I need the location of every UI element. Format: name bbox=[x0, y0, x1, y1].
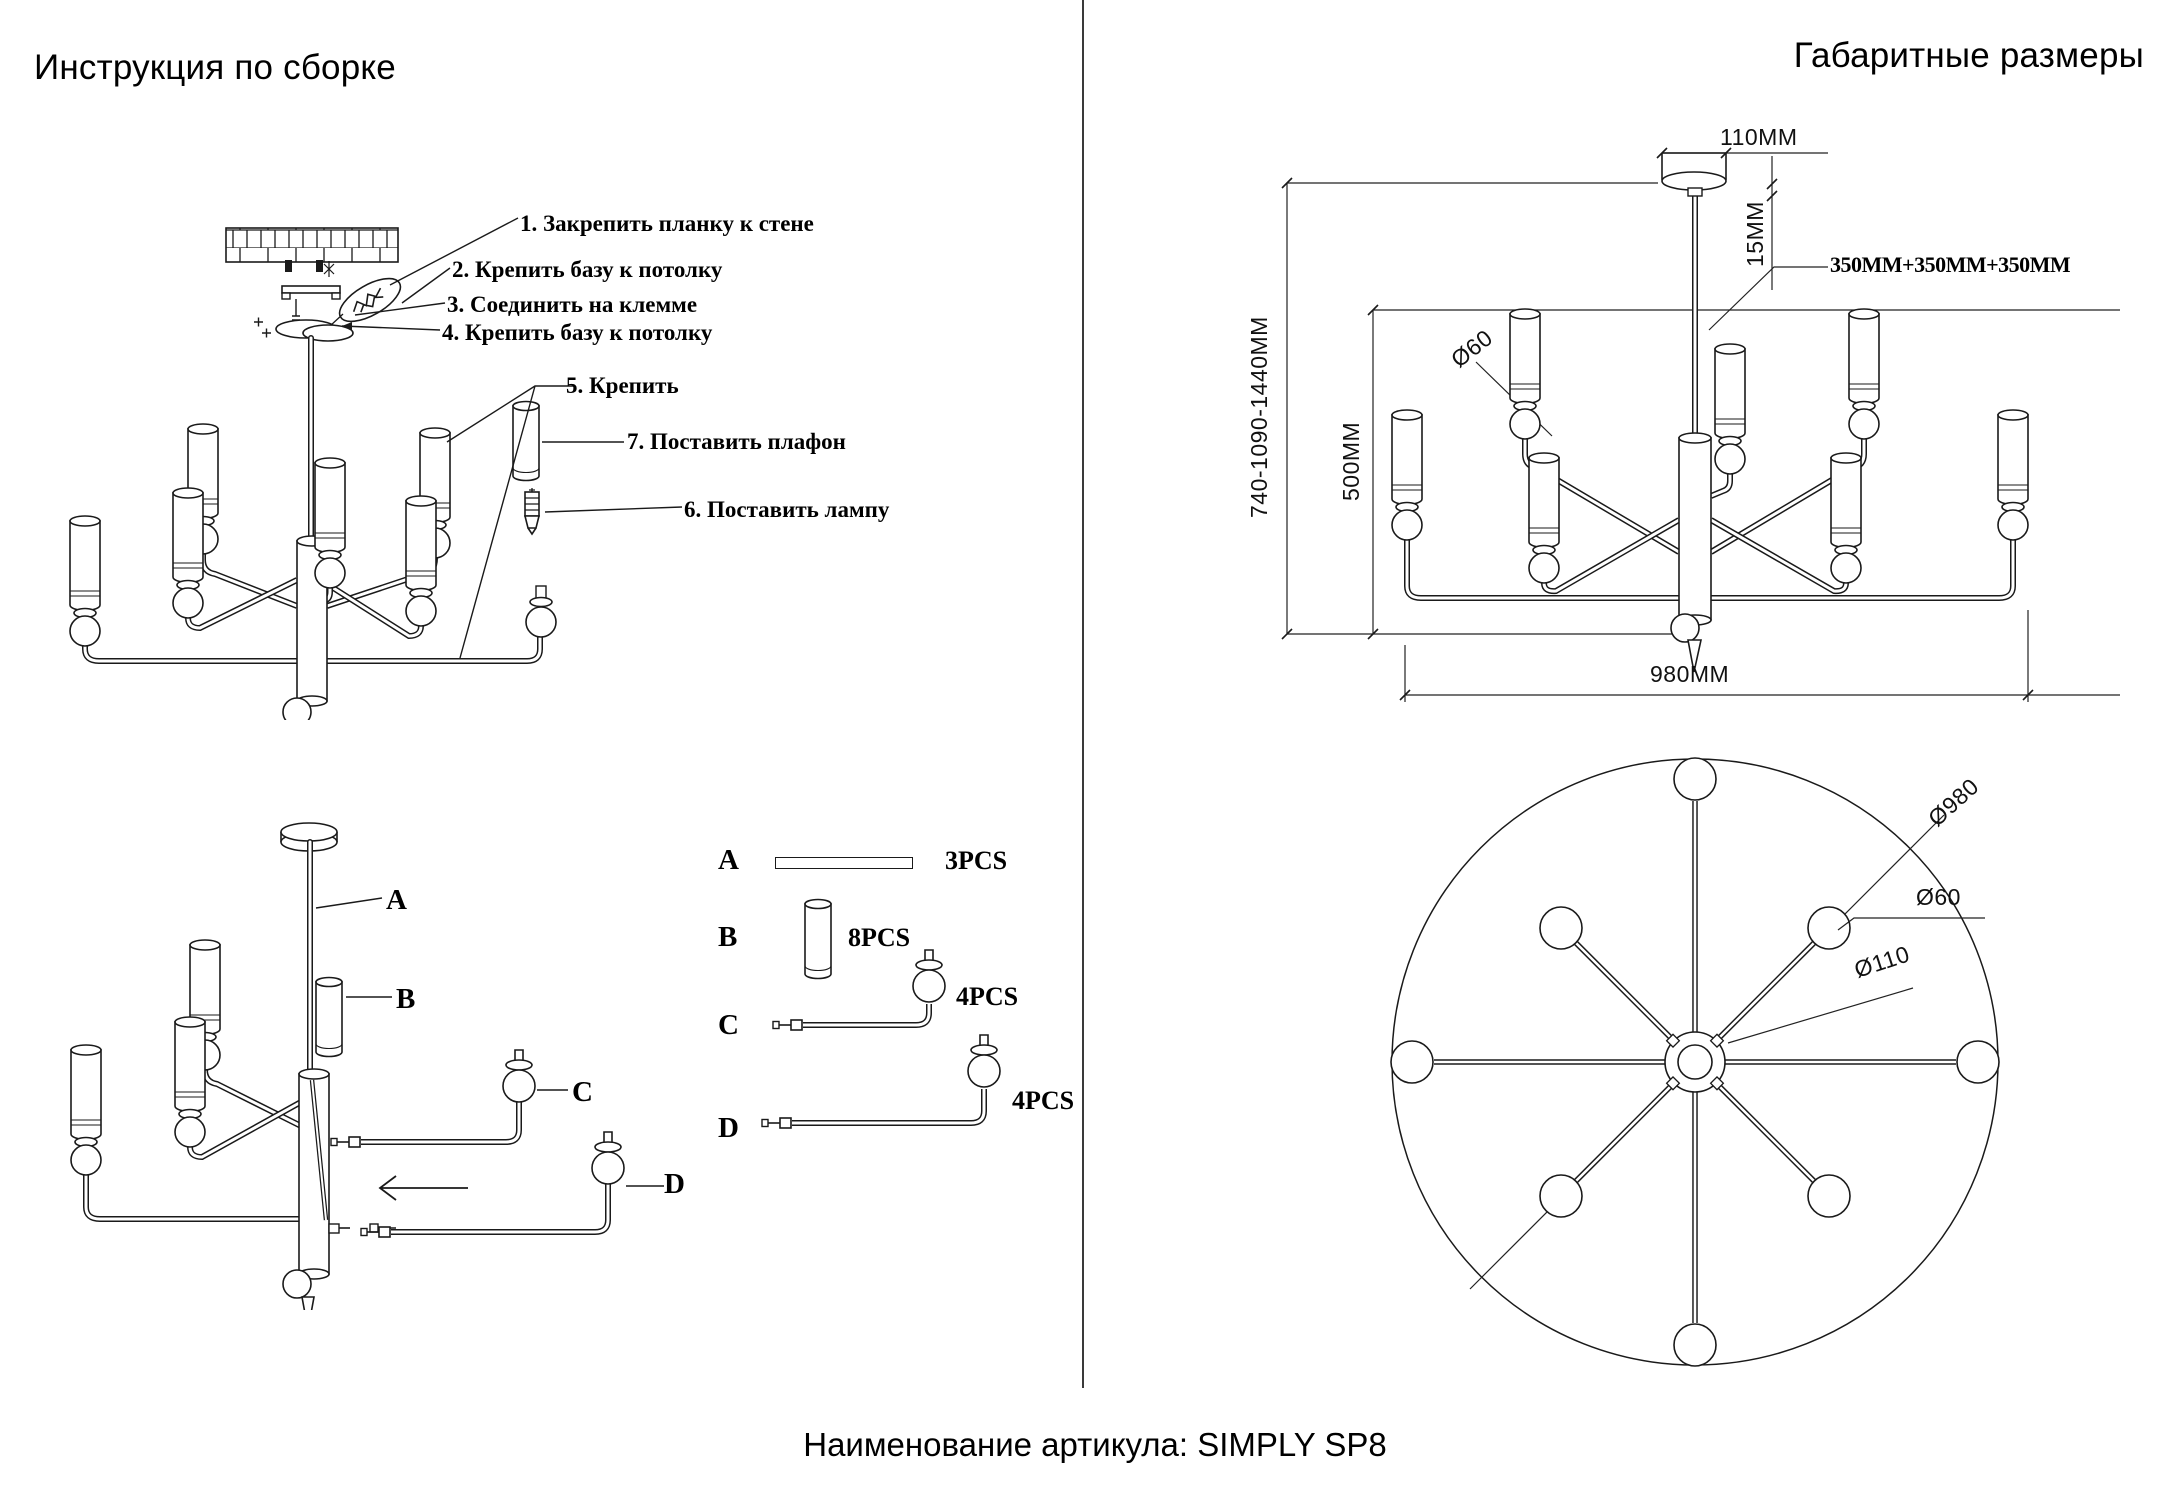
top-view-shade-diameter: Ø60 bbox=[1916, 884, 1961, 910]
candle bbox=[315, 458, 345, 588]
part-row-c-letter: C bbox=[718, 1009, 739, 1041]
part-row-d-qty: 4PCS bbox=[1012, 1086, 1075, 1115]
ceiling-canopy bbox=[276, 320, 353, 341]
part-row-d-letter: D bbox=[718, 1112, 739, 1144]
exploded-diagram bbox=[30, 790, 730, 1310]
center-hub bbox=[1665, 1032, 1725, 1092]
wall-strip bbox=[226, 228, 398, 277]
candle bbox=[71, 1045, 101, 1175]
candle bbox=[406, 496, 436, 626]
part-row-b-qty: 8PCS bbox=[848, 923, 911, 952]
part-c-assembly bbox=[331, 1050, 535, 1147]
exploded-label-d: D bbox=[664, 1168, 685, 1200]
article-caption: Наименование артикула: SIMPLY SP8 bbox=[803, 1426, 1387, 1463]
candle bbox=[175, 1017, 205, 1147]
dimension-side-view bbox=[1180, 100, 2174, 720]
exploded-label-a: A bbox=[386, 884, 407, 916]
detached-shade bbox=[513, 402, 539, 481]
mounting-bracket bbox=[282, 286, 340, 320]
candle bbox=[1392, 410, 1422, 540]
part-d-assembly bbox=[361, 1132, 624, 1237]
exploded-label-b: B bbox=[396, 983, 416, 1015]
dim-canopy-width: 110MM bbox=[1720, 124, 1798, 150]
insert-arrow bbox=[380, 1176, 468, 1200]
candle bbox=[1831, 453, 1861, 583]
dim-total-width: 980MM bbox=[1650, 661, 1730, 687]
candle bbox=[1998, 410, 2028, 540]
part-row-c-qty: 4PCS bbox=[956, 982, 1019, 1011]
candle bbox=[70, 516, 100, 646]
step-7-label: 7. Поставить плафон bbox=[627, 429, 846, 454]
dim-shade-diameter: Ø60 bbox=[1446, 324, 1498, 373]
candle bbox=[1849, 309, 1879, 439]
dim-rod-sections: 350MM+350MM+350MM bbox=[1830, 252, 2071, 277]
left-section-title: Инструкция по сборке bbox=[34, 48, 396, 87]
exploded-label-c: C bbox=[572, 1076, 593, 1108]
candle bbox=[1715, 344, 1745, 474]
top-view-leaders bbox=[1728, 918, 1985, 1043]
part-row-a-letter: A bbox=[718, 844, 739, 876]
ceiling-canopy bbox=[1662, 153, 1726, 196]
candle bbox=[173, 488, 203, 618]
candle bbox=[1529, 453, 1559, 583]
part-c-arm-icon bbox=[766, 948, 976, 1043]
dim-body-height: 500MM bbox=[1338, 421, 1364, 501]
top-view-hub-diameter: Ø110 bbox=[1851, 940, 1913, 983]
shade-part-b bbox=[316, 978, 342, 1057]
screw-marks bbox=[254, 318, 271, 338]
section-divider bbox=[1082, 0, 1084, 1388]
lamp-bulb-icon bbox=[525, 488, 539, 534]
top-view-diagram bbox=[1330, 740, 2090, 1400]
step-2-label: 2. Крепить базу к потолку bbox=[452, 257, 723, 282]
step-3-label: 3. Соединить на клемме bbox=[447, 292, 698, 317]
right-section-title: Габаритные размеры bbox=[1793, 36, 2144, 75]
part-row-b-letter: B bbox=[718, 921, 738, 953]
step-5-label: 5. Крепить bbox=[566, 373, 679, 398]
step-6-label: 6. Поставить лампу bbox=[684, 497, 890, 522]
part-row-a-qty: 3PCS bbox=[945, 846, 1008, 875]
dim-canopy-height: 15MM bbox=[1742, 201, 1768, 267]
dim-hanging-height: 740-1090-1440MM bbox=[1246, 316, 1272, 518]
step-1-label: 1. Закрепить планку к стене bbox=[520, 211, 814, 236]
top-view-outer-diameter: Ø980 bbox=[1923, 773, 1984, 832]
part-a-bar-icon bbox=[775, 857, 913, 869]
tilted-canopy bbox=[333, 270, 407, 330]
part-d-arm-icon bbox=[753, 1033, 1033, 1138]
candle bbox=[1510, 309, 1540, 439]
open-holder bbox=[526, 586, 556, 637]
step-4-label: 4. Крепить базу к потолку bbox=[442, 320, 713, 345]
